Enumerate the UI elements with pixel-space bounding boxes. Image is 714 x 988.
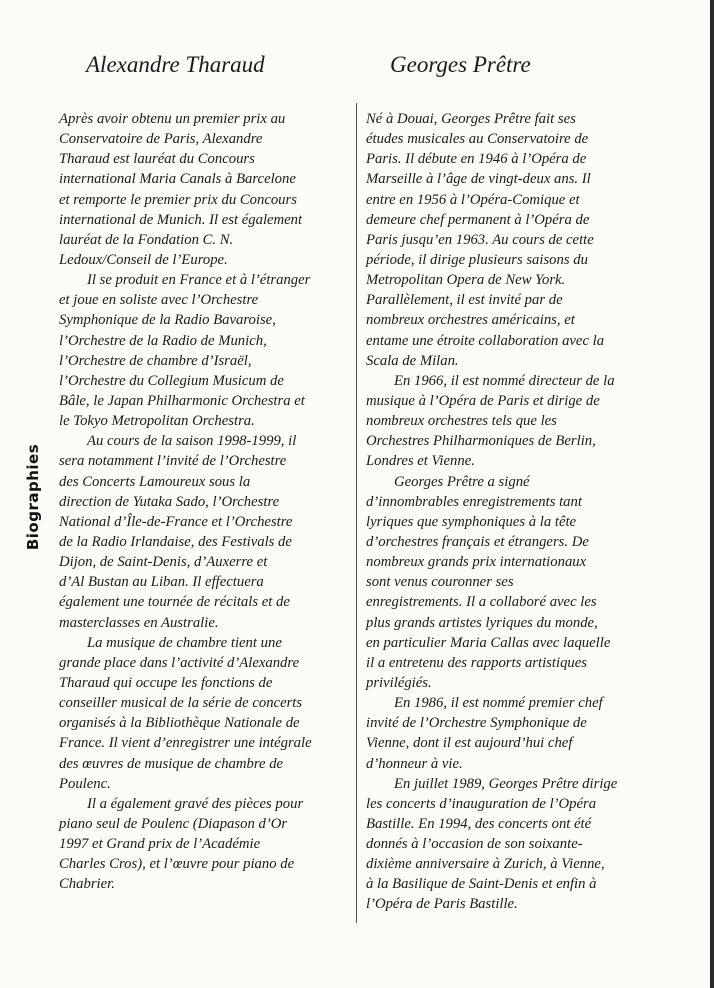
left-column-text-line: Symphonique de la Radio Bavaroise, (59, 312, 276, 329)
left-column-text-line: l’Orchestre de la Radio de Munich, (59, 332, 267, 349)
left-column-text-line: et remporte le premier prix du Concours (59, 191, 297, 208)
left-column-text-line: Au cours de la saison 1998-1999, il (87, 433, 297, 450)
page-edge (710, 0, 714, 988)
left-column-text-line: piano seul de Poulenc (Diapason d’Or (59, 815, 288, 832)
left-column-text-line: organisés à la Bibliothèque Nationale de (59, 715, 300, 732)
right-column-text-line: enregistrements. Il a collaboré avec les (366, 594, 597, 611)
left-column-text-line: Tharaud qui occupe les fonctions de (59, 674, 273, 691)
right-column-text-line: Georges Prêtre a signé (394, 473, 530, 490)
left-column-text-line: conseiller musical de la série de concerts (59, 695, 303, 712)
left-column-text-line: masterclasses en Australie. (59, 614, 219, 631)
left-column-text (59, 109, 355, 894)
left-column-text-line: Ledoux/Conseil de l’Europe. (59, 251, 228, 268)
right-column-text-line: Né à Douai, Georges Prêtre fait ses (366, 111, 576, 127)
right-column-text-line: dixième anniversaire à Zurich, à Vienne, (366, 856, 605, 873)
right-column-text-line: Paris jusqu’en 1963. Au cours de cette (366, 231, 594, 248)
left-column-text-line: des Concerts Lamoureux sous la (59, 473, 251, 490)
right-column-text-line: entame une étroite collaboration avec la (366, 332, 605, 349)
right-column-text-line: l’Opéra de Paris Bastille. (366, 896, 518, 913)
right-column-text-line: Bastille. En 1994, des concerts ont été (366, 815, 592, 832)
right-column-text-line: en particulier Maria Callas avec laquelle (366, 634, 611, 651)
right-column-text-line: entre en 1956 à l’Opéra-Comique et (366, 191, 580, 208)
left-column-text-line: de la Radio Irlandaise, des Festivals de (59, 533, 292, 550)
right-column-text-line: plus grands artistes lyriques du monde, (366, 614, 598, 631)
left-column-text-line: l’Orchestre de chambre d’Israël, (59, 352, 252, 369)
right-column-text-line: à la Basilique de Saint-Denis et enfin à (366, 876, 597, 893)
right-column-text (366, 109, 662, 915)
right-column-text-line: nombreux orchestres tels que les (366, 413, 557, 430)
right-column-text-line: En 1966, il est nommé directeur de la (394, 372, 615, 389)
left-column-text-line: grande place dans l’activité d’Alexandre (59, 654, 300, 671)
left-column-text-line: international Maria Canals à Barcelone (59, 171, 296, 188)
left-column-text-line: La musique de chambre tient une (87, 634, 282, 651)
left-column-text-line: National d’Île-de-France et l’Orchestre (59, 513, 293, 530)
left-column-text-line: Conservatoire de Paris, Alexandre (59, 131, 263, 148)
right-column-text-line: d’orchestres français et étrangers. De (366, 533, 589, 550)
left-column-text-line: international de Munich. Il est également (59, 211, 303, 228)
left-column-text-line: Il se produit en France et à l’étranger (87, 272, 311, 289)
left-column-text-line: Poulenc. (59, 775, 111, 792)
left-column-text-line: Bâle, le Japan Philharmonic Orchestra et (59, 392, 305, 409)
right-column-text-line: nombreux orchestres américains, et (366, 312, 575, 329)
right-column-text-line: d’honneur à vie. (366, 755, 463, 772)
right-column-text-line: Scala de Milan. (366, 352, 459, 369)
right-column-text-line: Londres et Vienne. (366, 453, 475, 470)
right-column-text-line: demeure chef permanent à l’Opéra de (366, 211, 590, 228)
left-column-text-line: des œuvres de musique de chambre de (59, 755, 284, 772)
right-column-text-line: En juillet 1989, Georges Prêtre dirige (394, 775, 618, 792)
left-column-text-line: Chabrier. (59, 876, 115, 893)
right-column-text-line: musique à l’Opéra de Paris et dirige de (366, 392, 600, 409)
left-column-text-line: l’Orchestre du Collegium Musicum de (59, 372, 284, 389)
right-column-text-line: donnés à l’occasion de son soixante- (366, 836, 583, 853)
right-column-text-line: les concerts d’inauguration de l’Opéra (366, 795, 597, 812)
left-column-text-line: et joue en soliste avec l’Orchestre (59, 292, 259, 309)
left-column-text-line: France. Il vient d’enregistrer une intégrale (59, 735, 312, 752)
left-column-text-line: Dijon, de Saint-Denis, d’Auxerre et (59, 554, 268, 571)
right-column-text-line: invité de l’Orchestre Symphonique de (366, 715, 587, 732)
right-column-text-line: d’innombrables enregistrements tant (366, 493, 582, 510)
right-column-text-line: Parallèlement, il est invité par de (366, 292, 563, 309)
left-column-text-line: également une tournée de récitals et de (59, 594, 290, 611)
right-column-text-line: il a entretenu des rapports artistiques (366, 654, 587, 671)
right-column-text-line: lyriques que symphoniques à la tête (366, 513, 577, 530)
left-column-text-line: lauréat de la Fondation C. N. (59, 231, 234, 248)
right-column-text-line: Vienne, dont il est aujourd’hui chef (366, 735, 573, 752)
right-column-text-line: période, il dirige plusieurs saisons du (366, 251, 588, 268)
left-column-text-line: sera notamment l’invité de l’Orchestre (59, 453, 287, 470)
right-column-text-line: Marseille à l’âge de vingt-deux ans. Il (366, 171, 591, 188)
right-column-text-line: En 1986, il est nommé premier chef (394, 695, 603, 712)
right-column-text-line: Metropolitan Opera de New York. (366, 272, 566, 289)
left-column-text-line: Tharaud est lauréat du Concours (59, 151, 255, 168)
right-column-title: Georges Prêtre (390, 52, 531, 77)
section-label: Biographies (24, 443, 42, 551)
left-column-text-line: Charles Cros), et l’œuvre pour piano de (59, 856, 295, 873)
left-column-text-line: le Tokyo Metropolitan Orchestra. (59, 413, 255, 430)
left-column-title: Alexandre Tharaud (86, 52, 265, 77)
right-column-text-line: privilégiés. (366, 674, 432, 691)
left-column-text-line: Après avoir obtenu un premier prix au (59, 111, 286, 127)
right-column-text-line: Paris. Il débute en 1946 à l’Opéra de (366, 151, 587, 168)
left-column-text-line: 1997 et Grand prix de l’Académie (59, 836, 261, 853)
right-column-text-line: sont venus couronner ses (366, 574, 514, 591)
right-column-text-line: Orchestres Philharmoniques de Berlin, (366, 433, 596, 450)
left-column-text-line: d’Al Bustan au Liban. Il effectuera (59, 574, 264, 591)
left-column-text-line: direction de Yutaka Sado, l’Orchestre (59, 493, 280, 510)
right-column-text-line: études musicales au Conservatoire de (366, 131, 589, 148)
right-column-text-line: nombreux grands prix internationaux (366, 554, 587, 571)
column-divider (356, 103, 357, 923)
left-column-text-line: Il a également gravé des pièces pour (87, 795, 304, 812)
